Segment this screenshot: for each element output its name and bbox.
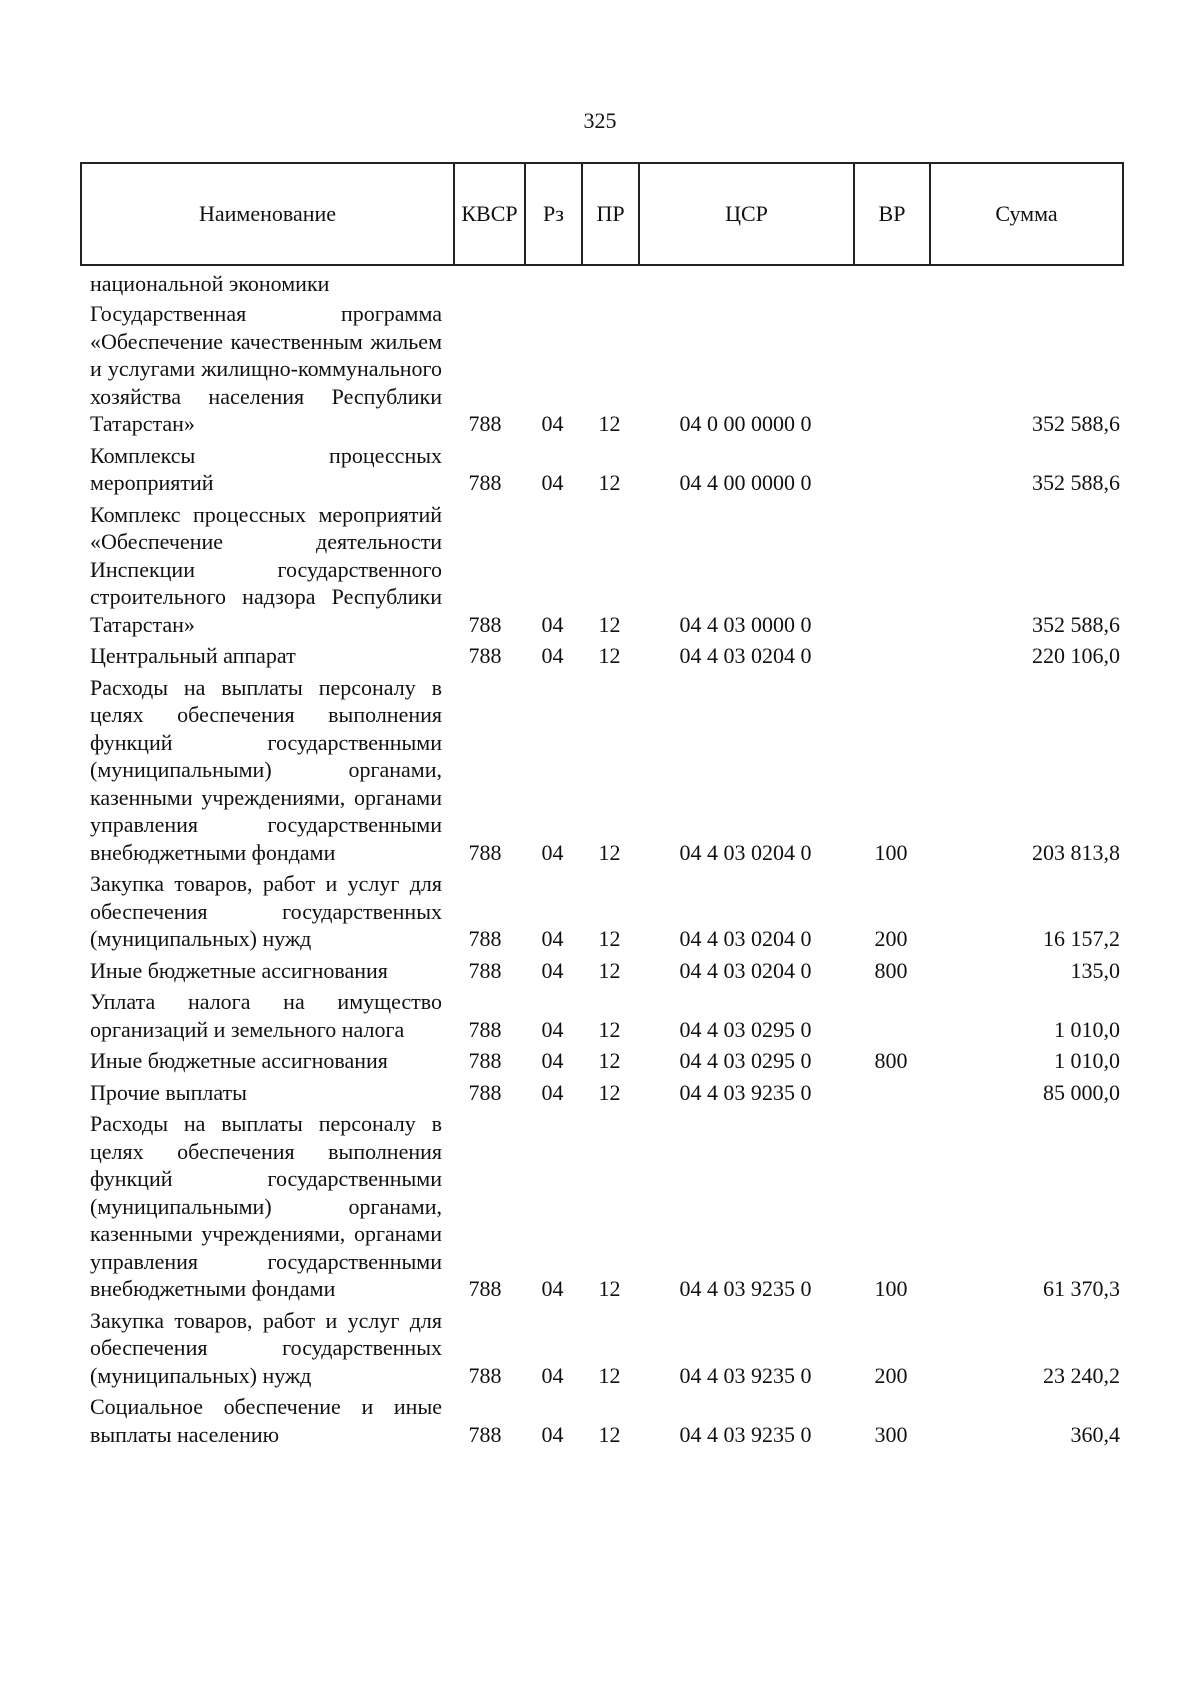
table-row <box>90 870 1120 957</box>
cell-sum: 203 813,8 <box>1032 839 1120 865</box>
cell-csr: 04 4 03 0000 0 <box>679 611 812 637</box>
table-row <box>90 1079 1120 1111</box>
cell-vr: 800 <box>874 1048 908 1073</box>
table-row <box>90 1393 1120 1452</box>
cell-rz: 04 <box>541 611 564 637</box>
table-row <box>90 1307 1120 1394</box>
table-row <box>90 1110 1120 1307</box>
table-row <box>90 674 1120 871</box>
cell-csr: 04 4 03 0204 0 <box>679 839 812 865</box>
cell-name: Социальное обеспечение и иные выплаты населению <box>90 1394 442 1447</box>
cell-pr: 12 <box>598 957 621 983</box>
cell-name: Комплексы процессных мероприятий <box>90 442 442 495</box>
cell-kvsr: 788 <box>468 957 502 983</box>
page-number: 325 <box>583 108 617 133</box>
cell-sum: 352 588,6 <box>1032 411 1120 436</box>
cell-sum: 16 157,2 <box>1043 926 1120 951</box>
header-sum: Сумма <box>930 163 1123 265</box>
cell-csr: 04 4 03 0204 0 <box>679 926 812 951</box>
cell-vr: 100 <box>874 1276 908 1301</box>
cell-vr <box>853 1079 929 1111</box>
cell-vr <box>853 988 929 1047</box>
cell-kvsr: 788 <box>468 839 502 865</box>
cell-sum: 135,0 <box>1070 957 1120 983</box>
cell-vr <box>853 642 929 674</box>
cell-vr <box>853 300 929 442</box>
cell-sum: 352 588,6 <box>1032 470 1120 495</box>
cell-kvsr: 788 <box>468 1079 502 1105</box>
cell-rz: 04 <box>541 839 564 865</box>
budget-table <box>90 300 1120 1452</box>
cell-name: Иные бюджетные ассигнования <box>90 1048 388 1073</box>
header-rz: Рз <box>525 163 582 265</box>
cell-pr: 12 <box>598 926 621 951</box>
cell-rz: 04 <box>541 470 564 495</box>
cell-kvsr: 788 <box>468 1421 502 1447</box>
table-row <box>90 1047 1120 1079</box>
cell-sum: 360,4 <box>1070 1421 1120 1447</box>
cell-pr: 12 <box>598 1276 621 1301</box>
cell-vr: 100 <box>874 839 908 865</box>
cell-kvsr: 788 <box>468 1276 502 1301</box>
cell-pr: 12 <box>598 1016 621 1042</box>
header-name: Наименование <box>81 163 454 265</box>
cell-kvsr: 788 <box>468 470 502 495</box>
header-csr: ЦСР <box>639 163 854 265</box>
cell-csr: 04 0 00 0000 0 <box>679 411 812 436</box>
cell-vr <box>853 501 929 643</box>
cell-csr: 04 4 03 0295 0 <box>679 1048 812 1073</box>
cell-vr: 800 <box>874 957 908 983</box>
header-kvsr: КВСР <box>454 163 525 265</box>
cell-kvsr: 788 <box>468 643 502 668</box>
table-row <box>90 501 1120 643</box>
table-header <box>80 162 1124 266</box>
cell-name: Иные бюджетные ассигнования <box>90 957 388 983</box>
cell-name: Прочие выплаты <box>90 1079 247 1105</box>
cell-pr: 12 <box>598 411 621 436</box>
cell-rz: 04 <box>541 926 564 951</box>
cell-pr: 12 <box>598 1421 621 1447</box>
cell-kvsr: 788 <box>468 1048 502 1073</box>
cell-rz: 04 <box>541 1362 564 1388</box>
cell-kvsr: 788 <box>468 926 502 951</box>
cell-sum: 352 588,6 <box>1032 611 1120 637</box>
cell-name: Закупка товаров, работ и услуг для обеспечения государственных (муниципальных) нужд <box>90 871 442 951</box>
cell-sum: 85 000,0 <box>1043 1079 1120 1105</box>
cell-name: Закупка товаров, работ и услуг для обеспечения государственных (муниципальных) нужд <box>90 1307 442 1388</box>
table-row <box>90 957 1120 989</box>
cell-vr: 300 <box>874 1421 908 1447</box>
cell-pr: 12 <box>598 839 621 865</box>
table-row <box>90 442 1120 501</box>
cell-rz: 04 <box>541 1079 564 1105</box>
cell-name: Уплата налога на имущество организаций и земельного налога <box>90 989 442 1042</box>
cell-rz: 04 <box>541 643 564 668</box>
table-row <box>90 642 1120 674</box>
cell-csr: 04 4 03 0204 0 <box>679 643 812 668</box>
cell-name: Комплекс процессных мероприятий «Обеспечение деятельности Инспекции государственного строительного надзора Республики Татарстан» <box>90 501 442 637</box>
cell-rz: 04 <box>541 1421 564 1447</box>
table-row <box>90 300 1120 442</box>
cell-pr: 12 <box>598 643 621 668</box>
header-vr: ВР <box>854 163 930 265</box>
cell-pr: 12 <box>598 1048 621 1073</box>
cell-name: Расходы на выплаты персоналу в целях обеспечения выполнения функций государственными (муниципальными) органами, казенными учреждениями, органами управления государственными внебюджетными фондами <box>90 674 442 865</box>
cell-pr: 12 <box>598 1079 621 1105</box>
cell-rz: 04 <box>541 411 564 436</box>
cell-rz: 04 <box>541 1048 564 1073</box>
cell-csr: 04 4 03 9235 0 <box>679 1421 812 1447</box>
cell-vr: 200 <box>874 926 908 951</box>
cell-sum: 220 106,0 <box>1032 643 1120 668</box>
cell-csr: 04 4 03 0204 0 <box>679 957 812 983</box>
cell-kvsr: 788 <box>468 1362 502 1388</box>
cell-sum: 23 240,2 <box>1043 1362 1120 1388</box>
cell-rz: 04 <box>541 1276 564 1301</box>
cell-name: Государственная программа «Обеспечение качественным жильем и услугами жилищно-коммунального хозяйства населения Республики Татарстан» <box>90 301 442 436</box>
cell-kvsr: 788 <box>468 611 502 637</box>
cell-csr: 04 4 03 9235 0 <box>679 1362 812 1388</box>
cell-sum: 1 010,0 <box>1054 1048 1120 1073</box>
cell-name: Центральный аппарат <box>90 643 296 668</box>
cell-csr: 04 4 03 9235 0 <box>679 1079 812 1105</box>
cell-pr: 12 <box>598 1362 621 1388</box>
cell-csr: 04 4 00 0000 0 <box>679 470 812 495</box>
table-row <box>90 988 1120 1047</box>
cell-sum: 1 010,0 <box>1054 1016 1120 1042</box>
cell-pr: 12 <box>598 611 621 637</box>
cell-rz: 04 <box>541 1016 564 1042</box>
cell-kvsr: 788 <box>468 411 502 436</box>
cell-name: Расходы на выплаты персоналу в целях обеспечения выполнения функций государственными (муниципальными) органами, казенными учреждениями, органами управления государственными внебюджетными фондами <box>90 1111 442 1301</box>
cell-rz: 04 <box>541 957 564 983</box>
cell-pr: 12 <box>598 470 621 495</box>
cell-sum: 61 370,3 <box>1043 1276 1120 1301</box>
cell-vr <box>853 442 929 501</box>
cell-csr: 04 4 03 9235 0 <box>679 1276 812 1301</box>
header-pr: ПР <box>582 163 639 265</box>
continuation-text: национальной экономики <box>90 271 330 296</box>
cell-csr: 04 4 03 0295 0 <box>679 1016 812 1042</box>
cell-vr: 200 <box>874 1362 908 1388</box>
cell-kvsr: 788 <box>468 1016 502 1042</box>
